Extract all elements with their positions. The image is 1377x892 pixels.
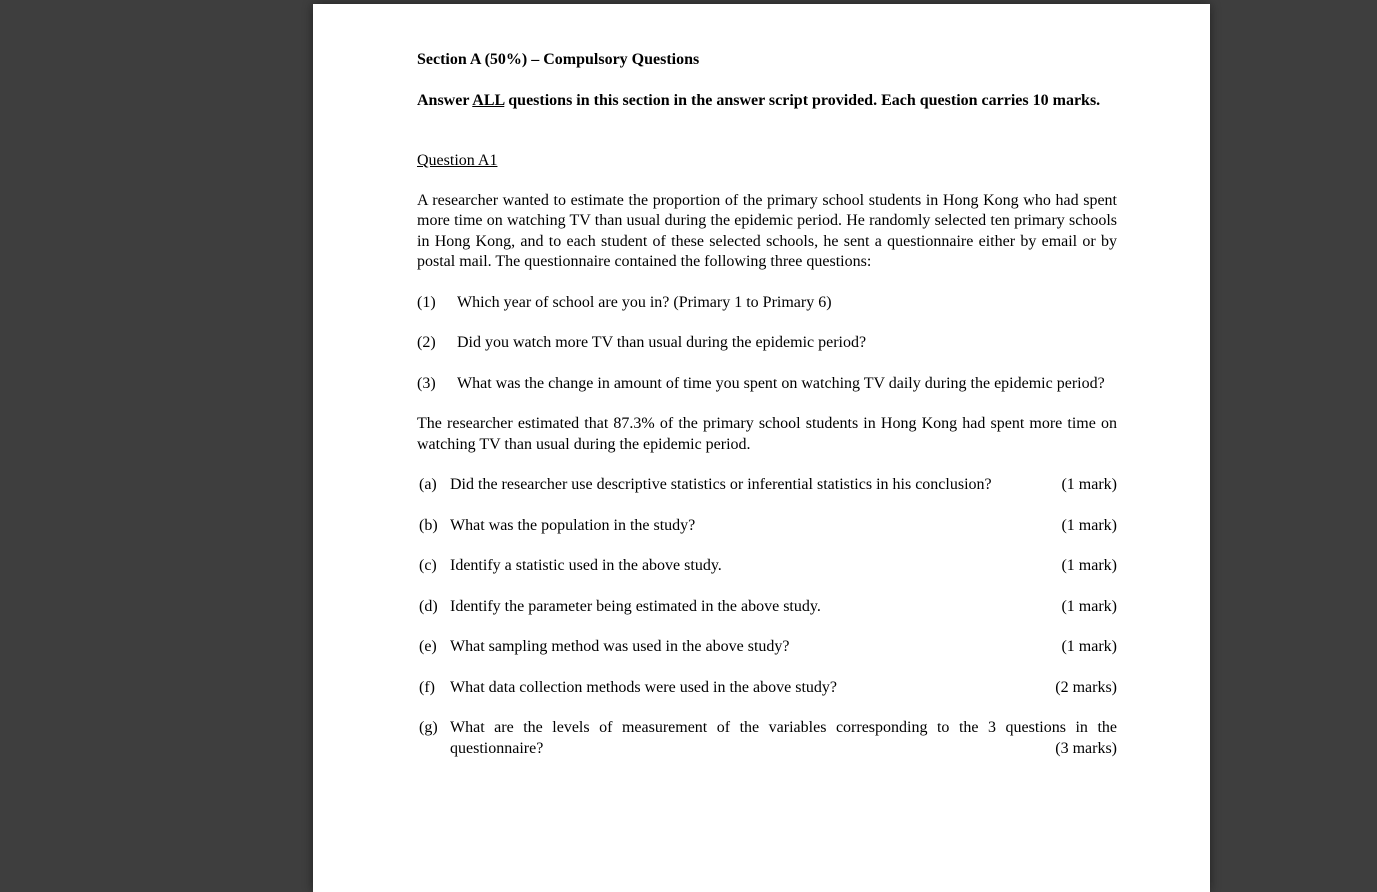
estimate-paragraph: The researcher estimated that 87.3% of the primary school students in Hong Kong had spent more time on watching TV than usual during the epidemic period. bbox=[417, 415, 1117, 453]
subquestion-text: Identify the parameter being estimated in the above study. bbox=[450, 597, 821, 615]
item-text: What was the change in amount of time you spent on watching TV daily during the epidemic period? bbox=[457, 374, 1105, 392]
marks-label: (1 mark) bbox=[1055, 475, 1117, 496]
subquestion-label: (a) bbox=[419, 476, 437, 493]
question-title: Question A1 bbox=[417, 152, 498, 169]
marks-label: (3 marks) bbox=[1049, 739, 1117, 760]
item-text: Which year of school are you in? (Primary 1 to Primary 6) bbox=[457, 293, 832, 311]
subquestion bbox=[417, 556, 1117, 577]
item-label: (1) bbox=[417, 293, 436, 311]
instruction-text bbox=[417, 91, 1117, 112]
subquestion bbox=[417, 718, 1117, 759]
subquestion-label: (e) bbox=[419, 638, 437, 655]
subquestion-text: What data collection methods were used in the above study? bbox=[450, 678, 837, 696]
numbered-item bbox=[417, 293, 1117, 314]
subquestion bbox=[417, 475, 1117, 496]
numbered-item bbox=[417, 333, 1117, 354]
marks-label: (1 mark) bbox=[1055, 597, 1117, 618]
marks-label: (2 marks) bbox=[1049, 678, 1117, 699]
subquestion bbox=[417, 637, 1117, 658]
subquestion-text: What are the levels of measurement of the variables corresponding to the 3 questions in the questionnaire? bbox=[450, 719, 1117, 757]
subquestion-label: (d) bbox=[419, 597, 438, 615]
instruction-pre: Answer bbox=[417, 91, 473, 109]
subquestion-text: Did the researcher use descriptive statistics or inferential statistics in his conclusion? bbox=[450, 476, 992, 493]
numbered-item bbox=[417, 374, 1117, 395]
instruction-underlined: ALL bbox=[472, 91, 505, 109]
marks-label: (1 mark) bbox=[1055, 556, 1117, 577]
document-page bbox=[313, 4, 1210, 892]
subquestion-label: (b) bbox=[419, 516, 438, 534]
subquestion bbox=[417, 678, 1117, 699]
subquestion-text: Identify a statistic used in the above study. bbox=[450, 557, 722, 574]
item-text: Did you watch more TV than usual during the epidemic period? bbox=[457, 334, 867, 351]
subquestion-text: What was the population in the study? bbox=[450, 516, 696, 534]
subquestion-label: (f) bbox=[419, 678, 435, 696]
subquestion bbox=[417, 516, 1117, 537]
subquestion-label: (g) bbox=[419, 719, 438, 736]
section-heading: Section A (50%) – Compulsory Questions bbox=[417, 51, 700, 68]
marks-label: (1 mark) bbox=[1055, 516, 1117, 537]
subquestion-label: (c) bbox=[419, 557, 437, 574]
intro-paragraph: A researcher wanted to estimate the proportion of the primary school students in Hong Kong who had spent more time on watching TV than usual during the epidemic period. He randomly selected ten primary schools in Hong Kong, and to each student of these selected schools, he sent a questionnaire either by email or by postal mail. The questionnaire contained the following three questions: bbox=[417, 191, 1117, 270]
instruction-post: questions in this section in the answer script provided. Each question carries 10 marks. bbox=[504, 91, 1101, 109]
item-label: (3) bbox=[417, 374, 436, 392]
subquestion bbox=[417, 597, 1117, 618]
subquestion-text: What sampling method was used in the above study? bbox=[450, 638, 790, 655]
item-label: (2) bbox=[417, 334, 436, 351]
marks-label: (1 mark) bbox=[1055, 637, 1117, 658]
